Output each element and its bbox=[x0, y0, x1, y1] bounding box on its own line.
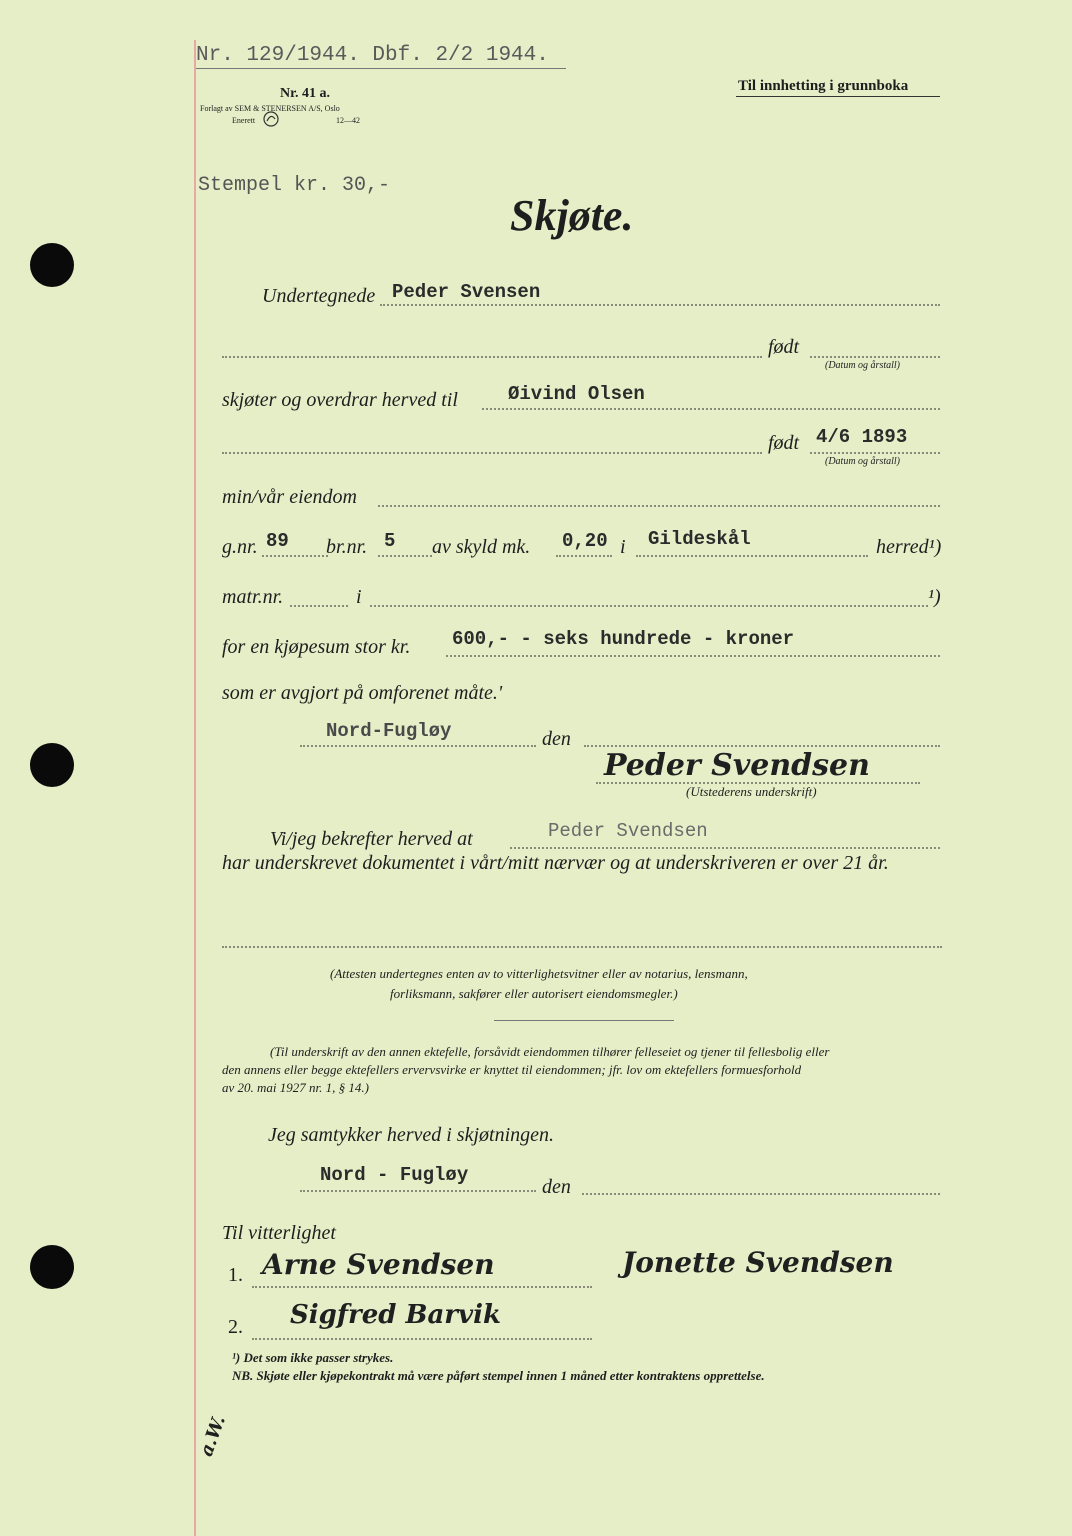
gnr-value: 89 bbox=[266, 530, 289, 552]
document-title: Skjøte. bbox=[510, 191, 634, 240]
witness-2-line bbox=[252, 1338, 592, 1340]
witness-2-number: 2. bbox=[228, 1316, 243, 1338]
attest-statement: har underskrevet dokumentet i vårt/mitt nærvær og at underskriveren er over 21 år. bbox=[222, 852, 889, 874]
gnr-line bbox=[262, 555, 328, 557]
in-label: i bbox=[620, 536, 626, 558]
spouse-consent: Jeg samtykker herved i skjøtningen. bbox=[268, 1124, 555, 1146]
settled-text: som er avgjort på omforenet måte.' bbox=[222, 682, 503, 704]
herred-label: herred¹) bbox=[876, 536, 942, 558]
seller-birth-date-line bbox=[810, 356, 940, 358]
witness-blank-line bbox=[222, 946, 942, 948]
buyer-name: Øivind Olsen bbox=[508, 383, 645, 405]
matr-in-label: i bbox=[356, 586, 362, 608]
bnr-label: br.nr. bbox=[326, 536, 368, 558]
property-line bbox=[378, 505, 940, 507]
matr-label: matr.nr. bbox=[222, 586, 284, 608]
attest-note-2: forliksmann, sakfører eller autorisert eiendomsmegler.) bbox=[390, 986, 678, 1001]
price-label: for en kjøpesum stor kr. bbox=[222, 636, 411, 658]
spouse-place: Nord - Fugløy bbox=[320, 1164, 469, 1186]
footnote-1: ¹) Det som ikke passer strykes. bbox=[232, 1350, 394, 1365]
transfer-label: skjøter og overdrar herved til bbox=[222, 389, 458, 411]
skyld-label: av skyld mk. bbox=[432, 536, 531, 558]
signing-place-line bbox=[300, 745, 536, 747]
spouse-date-line bbox=[582, 1193, 940, 1195]
price-line bbox=[446, 655, 940, 657]
buyer-line bbox=[482, 408, 940, 410]
stamp-fee: Stempel kr. 30,- bbox=[198, 174, 391, 197]
buyer-born-label: født bbox=[768, 432, 800, 454]
spouse-den: den bbox=[542, 1176, 571, 1198]
buyer-birth-date-line bbox=[810, 452, 940, 454]
herred-value: Gildeskål bbox=[648, 528, 751, 550]
matr-place-line bbox=[370, 605, 928, 607]
signing-place: Nord-Fugløy bbox=[326, 720, 452, 742]
attest-line bbox=[510, 847, 940, 849]
gnr-label: g.nr. bbox=[222, 536, 258, 558]
witness-1-signature: Arne Svendsen bbox=[262, 1248, 495, 1281]
punch-hole bbox=[30, 1245, 74, 1289]
seller-date-hint: (Datum og årstall) bbox=[825, 360, 900, 371]
publisher-logo-icon bbox=[262, 110, 280, 128]
spouse-note-1: (Til underskrift av den annen ektefelle, forsåvidt eiendommen tilhører felleseiet og tjener til fellesbolig eller bbox=[270, 1044, 830, 1059]
witness-2-signature: Sigfred Barvik bbox=[290, 1300, 502, 1330]
form-number: Nr. 41 a. bbox=[280, 86, 331, 101]
separator-line bbox=[494, 1020, 674, 1021]
price-value: 600,- - seks hundrede - kroner bbox=[452, 628, 795, 650]
witness-label: Til vitterlighet bbox=[222, 1222, 336, 1244]
spouse-signature: Jonette Svendsen bbox=[622, 1246, 894, 1279]
signing-den: den bbox=[542, 728, 571, 750]
bnr-value: 5 bbox=[384, 530, 396, 552]
initials: a.W. bbox=[196, 1412, 230, 1460]
buyer-birth-line bbox=[222, 452, 762, 454]
matr-line bbox=[290, 605, 348, 607]
reference-number: Nr. 129/1944. Dbf. 2/2 1944. bbox=[196, 44, 549, 67]
spouse-note-3: av 20. mai 1927 nr. 1, § 14.) bbox=[222, 1080, 369, 1095]
buyer-birth-date: 4/6 1893 bbox=[816, 426, 908, 448]
publisher: Forlagt av SEM & STENERSEN A/S, Oslo bbox=[200, 104, 340, 113]
seller-born-label: født bbox=[768, 336, 800, 358]
spouse-place-line bbox=[300, 1190, 536, 1192]
exclusive-rights: Enerett bbox=[232, 116, 256, 125]
seller-birth-line bbox=[222, 356, 762, 358]
attest-name: Peder Svendsen bbox=[548, 820, 708, 842]
seller-name: Peder Svensen bbox=[392, 281, 541, 303]
witness-1-number: 1. bbox=[228, 1264, 243, 1286]
reference-underline bbox=[196, 68, 566, 69]
punch-hole bbox=[30, 743, 74, 787]
skyld-line bbox=[556, 555, 612, 557]
form-date: 12—42 bbox=[336, 116, 360, 125]
herred-line bbox=[636, 555, 868, 557]
matr-end: ¹) bbox=[928, 586, 941, 608]
attest-note-1: (Attesten undertegnes enten av to vitterlighetsvitner eller av notarius, lensmann, bbox=[330, 966, 748, 981]
spouse-note-2: den annens eller begge ektefellers ervervsvirke er knyttet til eiendommen; jfr. lov om ektefellers formuesforhold bbox=[222, 1062, 802, 1077]
punch-hole bbox=[30, 243, 74, 287]
attest-label: Vi/jeg bekrefter herved at bbox=[270, 828, 473, 850]
margin-line bbox=[194, 40, 196, 1536]
bnr-line bbox=[378, 555, 432, 557]
witness-1-line bbox=[252, 1286, 592, 1288]
seller-line bbox=[380, 304, 940, 306]
skyld-value: 0,20 bbox=[562, 530, 608, 552]
footnote-2: NB. Skjøte eller kjøpekontrakt må være påført stempel innen 1 måned etter kontraktens opprettelse. bbox=[232, 1368, 765, 1383]
seller-label: Undertegnede bbox=[262, 285, 376, 307]
seller-signature: Peder Svendsen bbox=[604, 748, 870, 783]
top-right-underline bbox=[736, 96, 940, 97]
signing-date-line bbox=[584, 745, 940, 747]
signature-caption: (Utstederens underskrift) bbox=[686, 784, 817, 799]
buyer-date-hint: (Datum og årstall) bbox=[825, 456, 900, 467]
top-right-note: Til innhetting i grunnboka bbox=[738, 78, 909, 94]
property-label: min/vår eiendom bbox=[222, 486, 357, 508]
